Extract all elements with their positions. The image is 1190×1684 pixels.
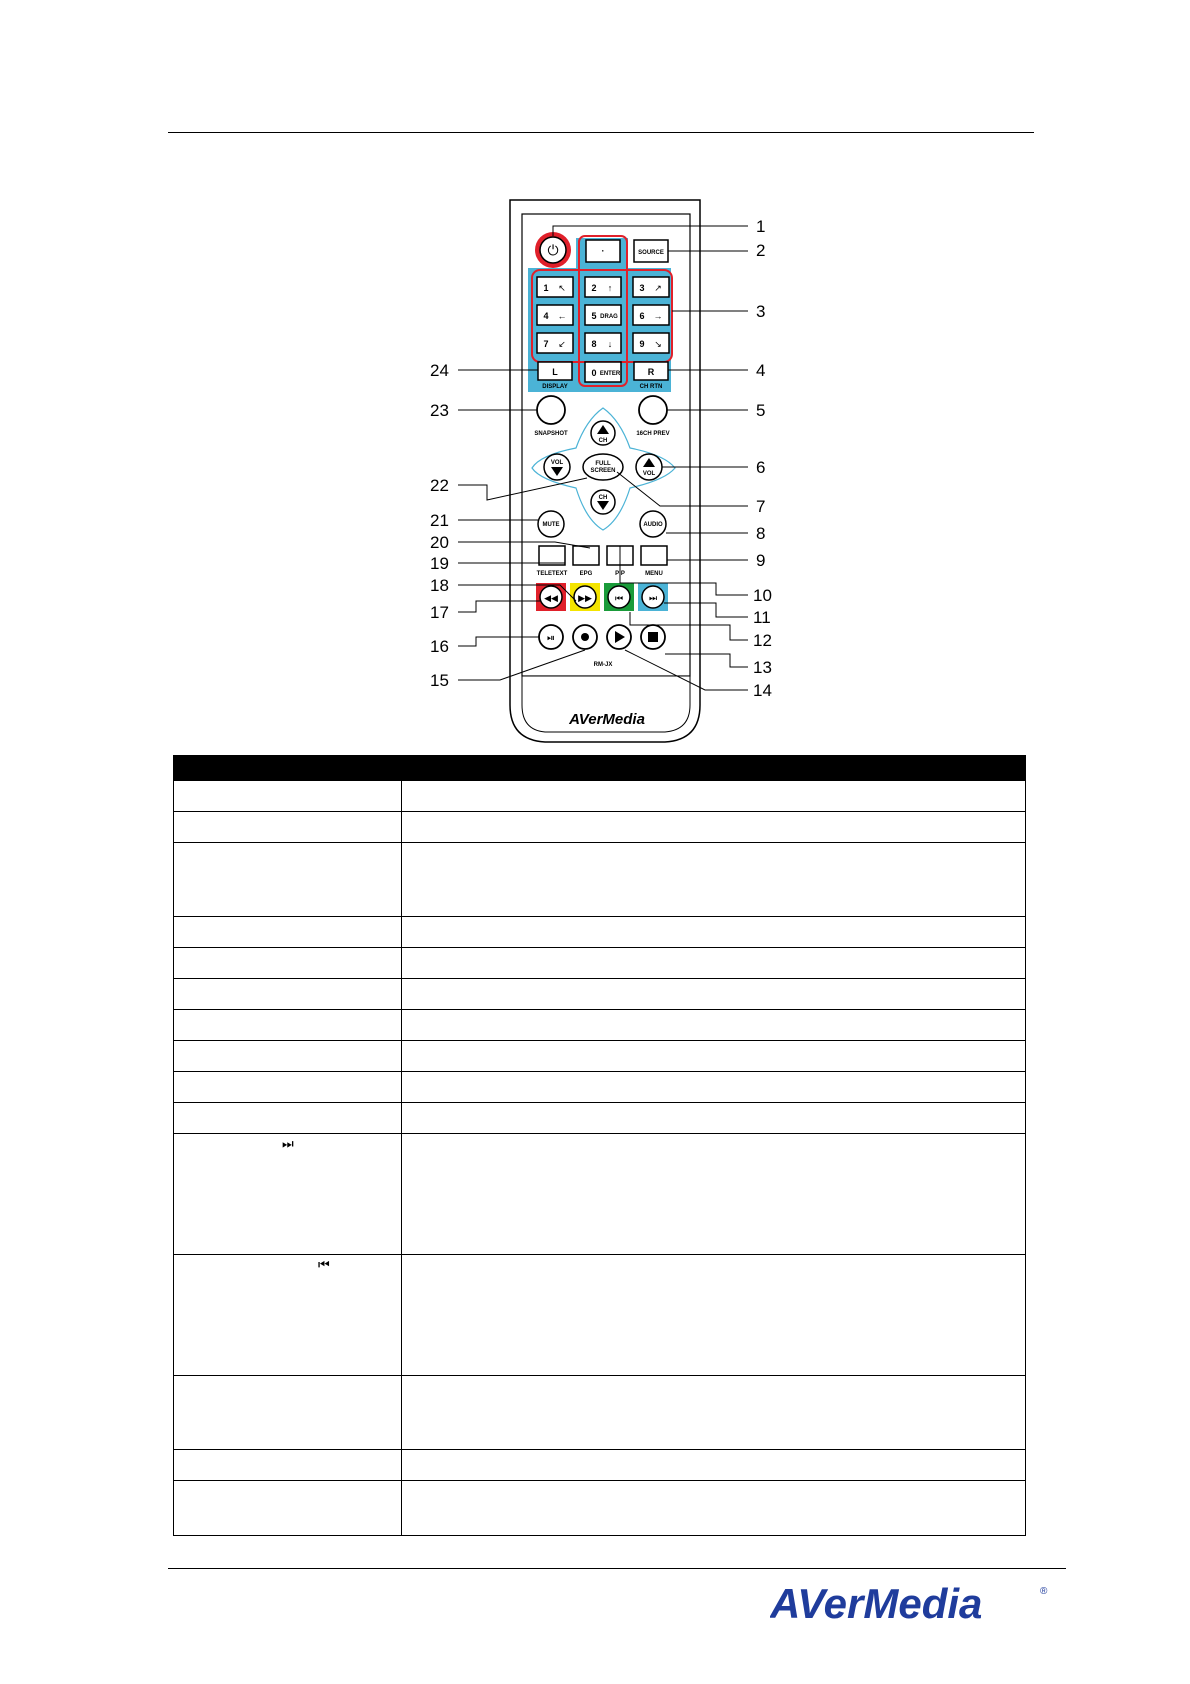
power-button[interactable] (535, 232, 571, 268)
remote-brand: AVerMedia (569, 711, 645, 728)
arrow-icon: → (653, 311, 663, 321)
snapshot-label: SNAPSHOT (534, 431, 568, 437)
svg-text:FULL: FULL (595, 461, 611, 467)
snapshot-button[interactable] (537, 396, 565, 424)
svg-text:4: 4 (543, 311, 549, 321)
svg-text:0: 0 (591, 368, 597, 378)
fast-forward-icon: ▶▶ (578, 593, 592, 603)
digit-4-button[interactable] (537, 305, 573, 325)
digit-0-button[interactable] (585, 362, 621, 382)
r-button[interactable] (634, 362, 668, 380)
svg-text:20: 20 (430, 533, 449, 552)
svg-text:8: 8 (591, 339, 597, 349)
stop-icon (648, 632, 658, 642)
svg-text:DRAG: DRAG (600, 314, 618, 320)
header-cell-description (402, 756, 1026, 781)
table-row (174, 1010, 1026, 1041)
svg-text:1: 1 (543, 283, 549, 293)
record-button[interactable] (573, 625, 597, 649)
svg-text:2: 2 (756, 241, 766, 260)
svg-text:14: 14 (753, 681, 772, 700)
table-row (174, 1376, 1026, 1450)
record-icon (581, 633, 589, 641)
svg-text:5: 5 (756, 401, 766, 420)
svg-text:VOL: VOL (550, 460, 564, 466)
table-row (174, 1255, 1026, 1376)
rewind-button[interactable] (540, 586, 562, 608)
svg-text:MUTE: MUTE (542, 522, 560, 528)
next-track-button[interactable] (642, 586, 664, 608)
display-label: DISPLAY (542, 384, 568, 390)
table-row (174, 781, 1026, 812)
power-icon: ⏻ (547, 242, 559, 258)
model-label: RM-JX (593, 662, 613, 668)
svg-text:R: R (647, 367, 655, 377)
svg-text:6: 6 (639, 311, 645, 321)
svg-text:AUDIO: AUDIO (643, 522, 663, 528)
svg-text:VOL: VOL (642, 471, 656, 477)
digit-2-button[interactable] (585, 277, 621, 297)
svg-text:12: 12 (753, 631, 772, 650)
table-row (174, 1041, 1026, 1072)
play-pause-icon: ⏯ (547, 633, 555, 644)
svg-text:22: 22 (430, 476, 449, 495)
teletext-button[interactable] (537, 546, 568, 577)
svg-text:3: 3 (756, 302, 766, 321)
svg-text:21: 21 (430, 511, 449, 530)
avermedia-logo (770, 1578, 1050, 1628)
svg-text:13: 13 (753, 658, 772, 677)
digit-8-button[interactable] (585, 333, 621, 353)
digit-9-button[interactable] (633, 333, 669, 353)
dot-button[interactable] (586, 240, 620, 262)
svg-text:1: 1 (756, 217, 766, 236)
svg-text:4: 4 (756, 361, 766, 380)
svg-text:6: 6 (756, 458, 766, 477)
svg-text:23: 23 (430, 401, 449, 420)
svg-text:MENU: MENU (645, 571, 663, 577)
svg-text:CH: CH (598, 495, 608, 501)
table-row (174, 979, 1026, 1010)
digit-6-button[interactable] (633, 305, 669, 325)
table-row (174, 1103, 1026, 1134)
previous-track-icon: ⏮ (318, 1257, 330, 1272)
digit-1-button[interactable] (537, 277, 573, 297)
svg-text:ENTER: ENTER (599, 371, 621, 377)
svg-text:AVerMedia: AVerMedia (770, 1580, 983, 1627)
digit-5-button[interactable] (585, 305, 621, 325)
arrow-icon: ← (557, 311, 567, 321)
svg-text:7: 7 (756, 497, 766, 516)
next-icon: ⏭ (648, 593, 658, 603)
svg-text:17: 17 (430, 603, 449, 622)
audio-button[interactable] (640, 511, 666, 537)
svg-text:9: 9 (756, 551, 766, 570)
l-button[interactable] (538, 362, 572, 380)
svg-text:PIP: PIP (615, 571, 625, 577)
svg-text:15: 15 (430, 671, 449, 690)
next-track-icon: ⏭ (282, 1136, 294, 1151)
table-row (174, 1072, 1026, 1103)
svg-text:19: 19 (430, 554, 449, 573)
table-row (174, 1134, 1026, 1255)
svg-text:SOURCE: SOURCE (638, 250, 664, 256)
table-row (174, 948, 1026, 979)
full-screen-button[interactable] (583, 454, 623, 480)
arrow-icon: ↓ (607, 339, 613, 349)
svg-text:5: 5 (591, 311, 597, 321)
svg-text:EPG: EPG (579, 571, 593, 577)
table-row (174, 917, 1026, 948)
vol-down-button[interactable] (544, 454, 570, 480)
vol-up-button[interactable] (636, 454, 662, 480)
play-button[interactable] (607, 625, 631, 649)
remote-control-figure (0, 0, 1190, 760)
svg-text:SCREEN: SCREEN (590, 468, 616, 474)
table-row (174, 1481, 1026, 1536)
mute-button[interactable] (538, 511, 564, 537)
svg-text:18: 18 (430, 576, 449, 595)
svg-text:24: 24 (430, 361, 449, 380)
svg-text:9: 9 (639, 339, 645, 349)
svg-text:CH: CH (598, 438, 608, 444)
svg-text:·: · (601, 246, 605, 256)
ch-rtn-label: CH RTN (639, 384, 663, 390)
arrow-icon: ↘ (654, 339, 662, 349)
arrow-icon: ↑ (607, 283, 613, 293)
fast-forward-button[interactable] (574, 586, 596, 608)
svg-text:11: 11 (753, 608, 771, 627)
svg-text:TELETEXT: TELETEXT (536, 571, 568, 577)
arrow-icon: ↙ (558, 339, 566, 349)
prev-button[interactable] (639, 396, 667, 424)
table-header-row (174, 756, 1026, 781)
arrow-icon: ↗ (654, 283, 662, 293)
svg-text:®: ® (1040, 1586, 1048, 1597)
table-row (174, 1450, 1026, 1481)
header-cell-button (174, 756, 402, 781)
source-button[interactable] (634, 240, 668, 262)
ch-down-button[interactable] (591, 490, 615, 514)
svg-text:8: 8 (756, 524, 766, 543)
ch-up-button[interactable] (591, 421, 615, 445)
table-row (174, 812, 1026, 843)
previous-track-button[interactable] (608, 586, 630, 608)
prev-label: 16CH PREV (636, 431, 670, 437)
timeshift-button[interactable] (539, 625, 563, 649)
footer-rule (168, 1568, 1066, 1569)
digit-7-button[interactable] (537, 333, 573, 353)
svg-text:10: 10 (753, 586, 772, 605)
arrow-icon: ↖ (558, 283, 566, 293)
svg-text:2: 2 (591, 283, 597, 293)
svg-text:16: 16 (430, 637, 449, 656)
previous-icon: ⏮ (614, 593, 624, 603)
svg-text:3: 3 (639, 283, 645, 293)
stop-button[interactable] (641, 625, 665, 649)
digit-3-button[interactable] (633, 277, 669, 297)
button-description-table (173, 755, 1026, 1536)
rewind-icon: ◀◀ (544, 593, 558, 603)
table-row (174, 843, 1026, 917)
svg-text:7: 7 (543, 339, 549, 349)
svg-text:L: L (552, 367, 558, 377)
